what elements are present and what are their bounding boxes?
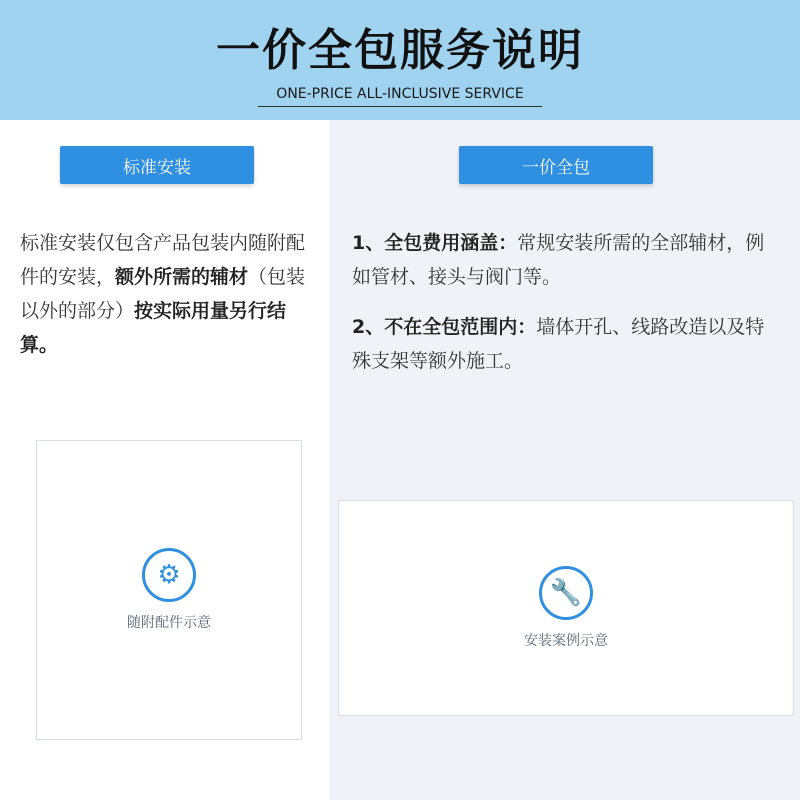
inclusive-item-1-text: 常规安装所需的全部辅材，例如管材、接头与阀门等。 [352,232,765,288]
standard-text-1: 标准安装仅包含产品包装内随附配件的安装， [20,232,306,288]
wrench-icon: 🔧 [539,566,593,620]
page-header [0,0,800,120]
inclusive-item-1 [352,226,782,294]
parts-label: 随附配件示意 [127,615,211,631]
parts-icon: ⚙ [142,548,196,602]
standard-tag: 标准安装 [60,146,254,184]
comparison-columns [0,120,800,800]
page-subtitle: ONE-PRICE ALL-INCLUSIVE SERVICE [258,86,541,107]
inclusive-item-2-heading: 2、不在全包范围内： [352,316,537,338]
standard-column [0,120,330,800]
standard-description [20,226,315,362]
all-inclusive-description [352,226,782,378]
standard-text-2: 额外所需的辅材 [115,266,249,288]
standard-text-3: （包装以外的部分） [20,266,306,322]
case-label: 安装案例示意 [524,633,608,649]
inclusive-item-2 [352,310,782,378]
parts-image-placeholder [36,440,302,740]
all-inclusive-tag: 一价全包 [459,146,653,184]
case-image-placeholder [338,500,794,716]
page-title: 一价全包服务说明 [216,24,584,76]
standard-text-4: 按实际用量另行结算。 [20,300,287,356]
all-inclusive-column [330,120,800,800]
inclusive-item-1-heading: 1、全包费用涵盖： [352,232,518,254]
inclusive-item-2-text: 墙体开孔、线路改造以及特殊支架等额外施工。 [352,316,765,372]
